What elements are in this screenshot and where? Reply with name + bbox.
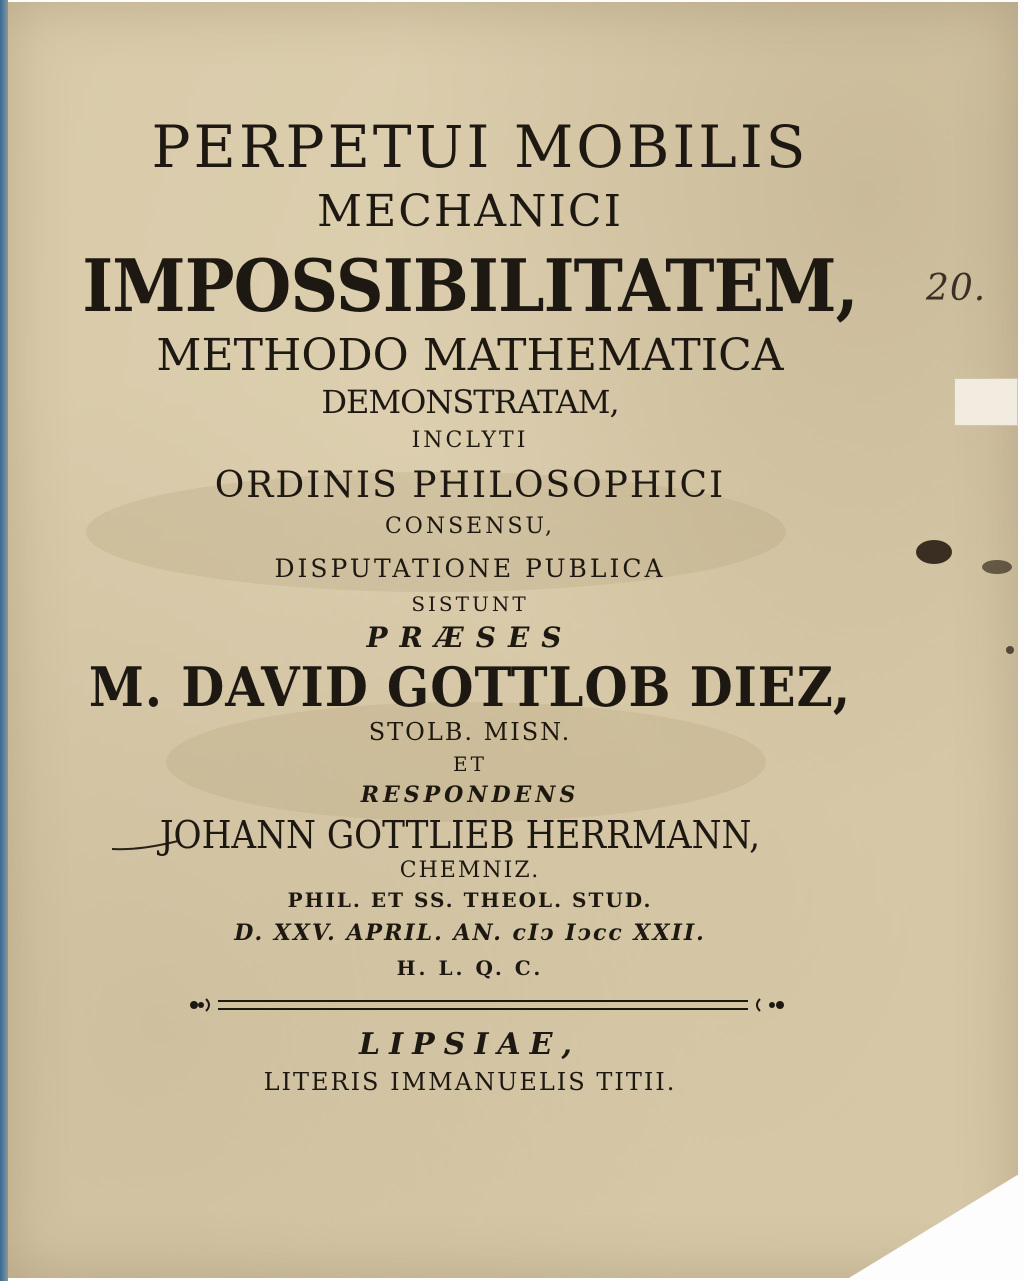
title-line-3: IMPOSSIBILITATEM, <box>82 243 858 328</box>
praeses-label: PRÆSES <box>366 621 574 654</box>
praeses-name: M. DAVID GOTTLOB DIEZ, <box>88 655 852 719</box>
hours-line: H. L. Q. C. <box>396 956 544 980</box>
respondens-label: RESPONDENS <box>360 782 580 808</box>
respondens-name: JOHANN GOTTLIEB HERRMANN, <box>159 813 761 857</box>
respondens-origin: CHEMNIZ. <box>399 858 541 883</box>
title-line-4: METHODO MATHEMATICA <box>156 330 784 381</box>
ornamental-rule <box>188 990 788 1020</box>
et-line: ET <box>453 752 487 776</box>
disputatione-line: DISPUTATIONE PUBLICA <box>274 554 666 583</box>
sistunt-line: SISTUNT <box>411 592 529 616</box>
ink-stain <box>982 560 1012 574</box>
consensu-line: CONSENSU, <box>384 514 556 539</box>
respondens-study: PHIL. ET SS. THEOL. STUD. <box>287 888 653 912</box>
place-line: LIPSIAE, <box>359 1027 581 1062</box>
date-line: D. XXV. APRIL. AN. cIↄ Iↄcc XXII. <box>234 920 706 946</box>
paper-tab <box>954 378 1018 426</box>
inclyti-line: INCLYTI <box>411 428 529 453</box>
title-line-1: PERPETUI MOBILIS <box>151 113 809 181</box>
title-line-2: MECHANICI <box>317 186 623 237</box>
praeses-origin: STOLB. MISN. <box>368 718 572 746</box>
ink-stain <box>916 540 952 564</box>
ordinis-line: ORDINIS PHILOSOPHICI <box>214 465 726 506</box>
ink-stain <box>1006 646 1014 654</box>
title-line-5: DEMONSTRATAM, <box>321 383 619 421</box>
handwritten-note: 20. <box>926 268 987 309</box>
printer-line: LITERIS IMMANUELIS TITII. <box>263 1068 677 1096</box>
